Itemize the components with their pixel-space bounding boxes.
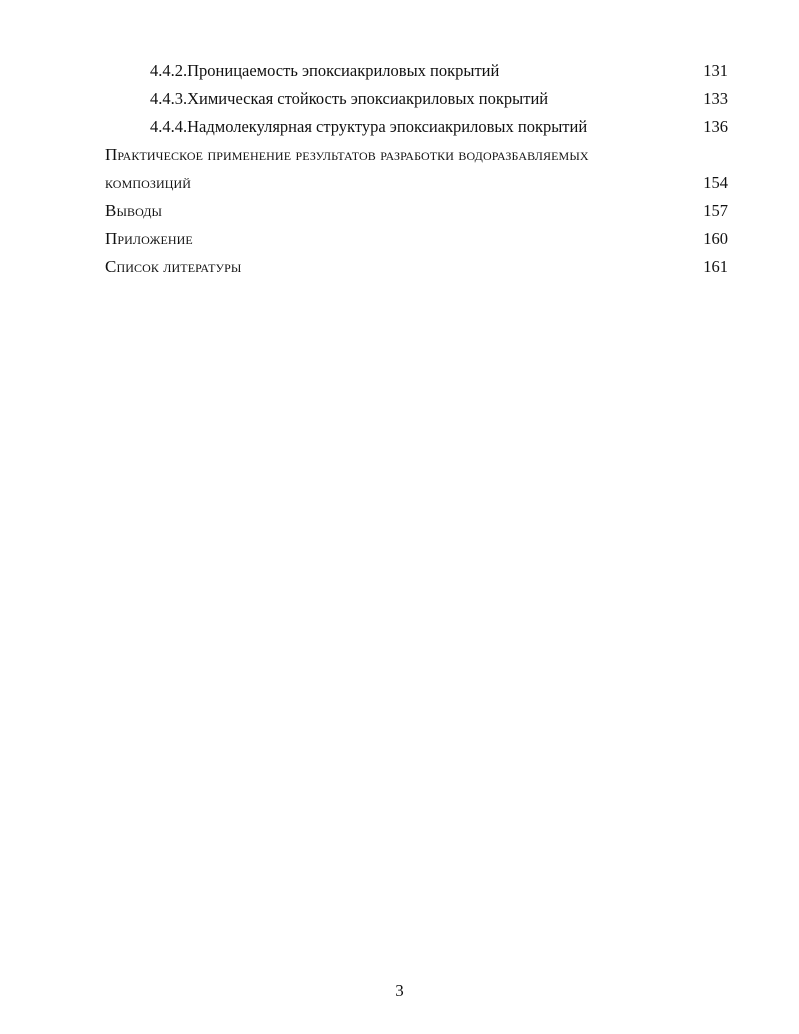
toc-entry-page: 133 [703,89,728,108]
toc-entry-appendix [0,225,799,253]
toc-entry-references [0,253,799,281]
toc-entry-title: Приложение [105,229,193,248]
toc-entry-page: 131 [703,61,728,80]
toc-entry-title: 4.4.4.Надмолекулярная структура эпоксиакриловых покрытий [150,117,588,136]
toc-entry-page: 161 [703,257,728,276]
page-number: 3 [395,981,404,1000]
toc-entry-4-4-3 [0,85,799,113]
toc-entry-practical-application [0,141,799,169]
toc-entry-4-4-2 [0,57,799,85]
toc-entry-page: 157 [703,201,728,220]
toc-entry-compositions [0,169,799,197]
toc-entry-title: Выводы [105,201,163,220]
toc-entry-page: 154 [703,173,728,192]
toc-entry-title: композиций [105,173,192,192]
toc-entry-title: 4.4.3.Химическая стойкость эпоксиакриловых покрытий [150,89,549,108]
toc-entry-title: Список литературы [105,257,242,276]
toc-entry-conclusions [0,197,799,225]
toc-entry-title: Практическое применение результатов разработки водоразбавляемых [105,145,589,164]
toc-entry-page: 136 [703,117,728,136]
toc-entry-page: 160 [703,229,728,248]
toc-entry-title: 4.4.2.Проницаемость эпоксиакриловых покрытий [150,61,500,80]
toc-entry-4-4-4 [0,113,799,141]
